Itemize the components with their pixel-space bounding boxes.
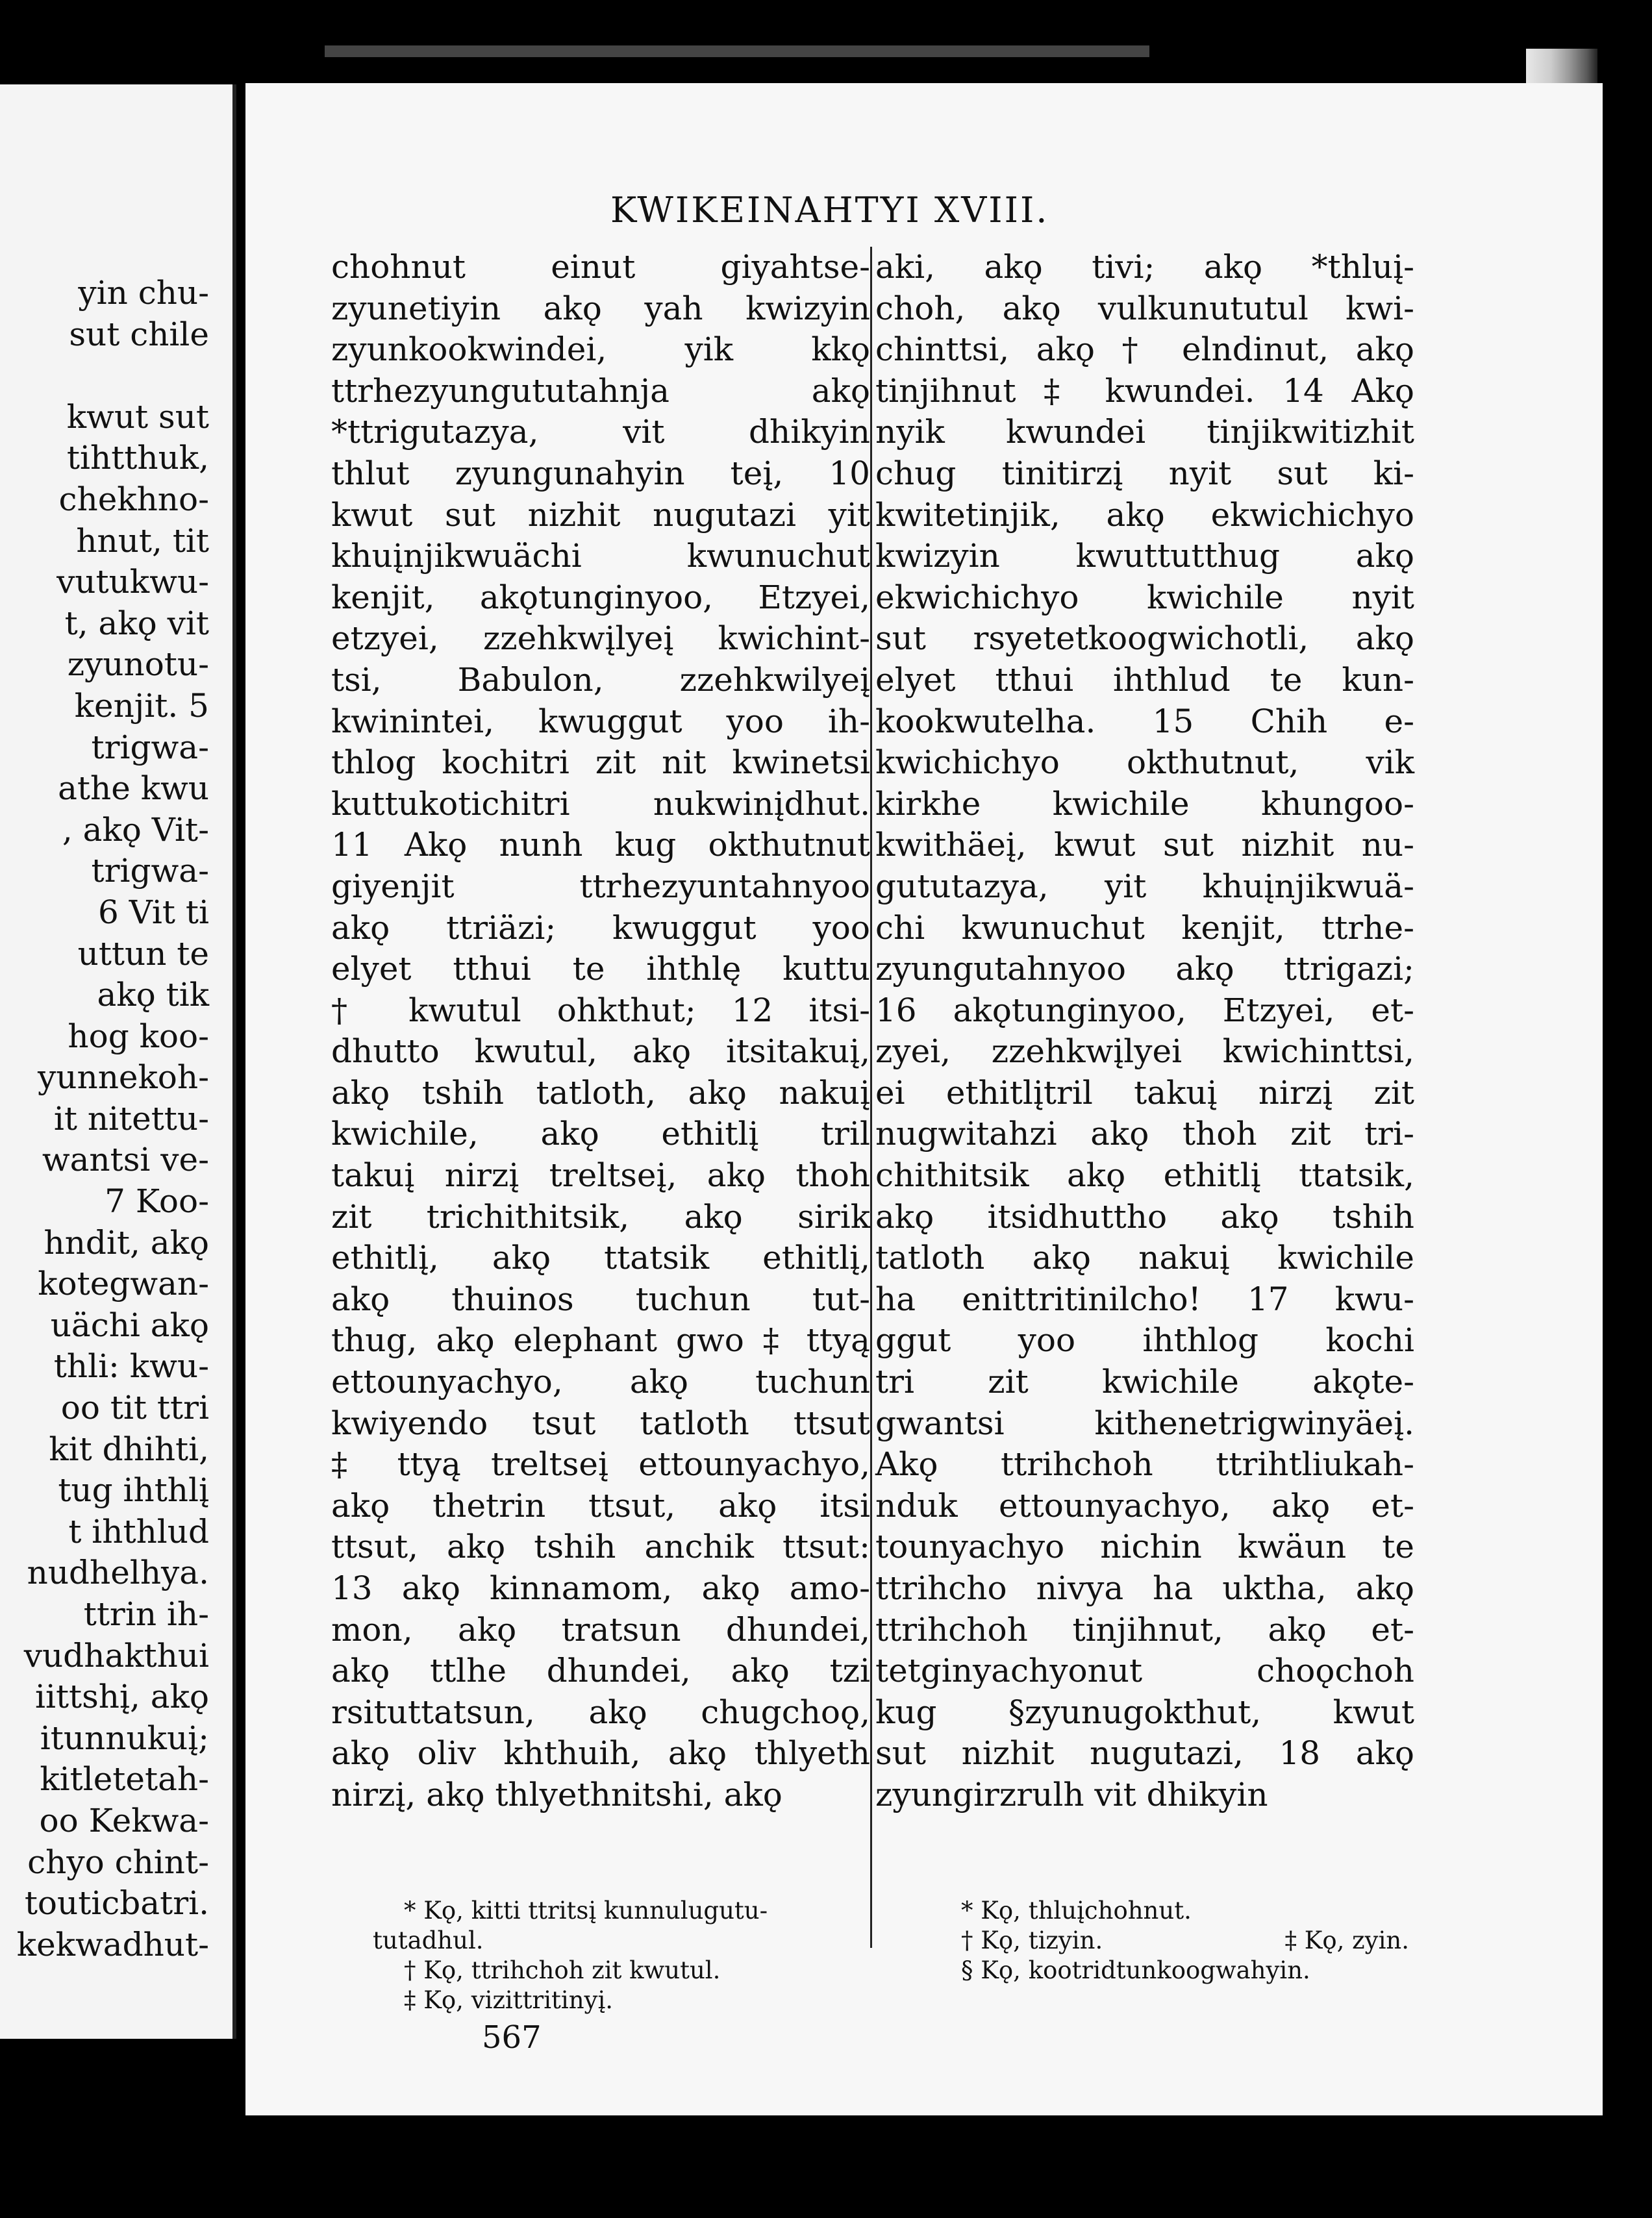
text-line: hndit, akǫ (44, 1223, 209, 1262)
text-line: yin chu- (78, 274, 209, 312)
text-line: nduk ettounyachyo, akǫ et- (875, 1486, 1414, 1525)
text-line: hog koo- (68, 1017, 209, 1055)
text-line: chinttsi, akǫ † elndinut, akǫ (875, 330, 1414, 369)
text-line: kenjit. 5 (74, 686, 209, 725)
running-head: KWIKEINAHTYI XVIII. (610, 190, 1049, 231)
text-line: iittshį, akǫ (34, 1678, 209, 1716)
text-line: ttrhezyungututahnja akǫ (331, 371, 870, 410)
footnote: * Kǫ, kitti ttritsį kunnulugutu- (404, 1897, 768, 1925)
text-line: elyet tthui ihthlud te kun- (875, 660, 1414, 699)
text-line: chug tinitirzį nyit sut ki- (875, 454, 1414, 492)
text-line: gwantsi kithenetrigwinyäeį. (875, 1404, 1414, 1442)
text-line: zit trichithitsik, akǫ sirik (331, 1197, 870, 1236)
text-line: † kwutul ohkthut; 12 itsi- (331, 991, 870, 1029)
text-line: tatloth akǫ nakuį kwichile (875, 1239, 1414, 1277)
text-line: *ttrigutazya, vit dhikyin (331, 413, 870, 451)
text-line: zyungutahnyoo akǫ ttrigazi; (875, 950, 1414, 988)
footnotes-left (373, 1896, 896, 2015)
text-line: trigwa- (91, 728, 209, 766)
text-line: vutukwu- (56, 563, 209, 601)
text-line: kwithäeį, kwut sut nizhit nu- (875, 826, 1414, 864)
text-line: sut chile (69, 315, 209, 353)
text-line: rsituttatsun, akǫ chugchoǫ, (331, 1693, 870, 1731)
footnote-continuation: tutadhul. (373, 1926, 484, 1954)
footnote: ‡ Kǫ, vizittritinyį. (404, 1986, 614, 2014)
facing-page (0, 84, 236, 2039)
text-line: tihtthuk, (66, 439, 209, 477)
footnote: † Kǫ, ttrihchoh zit kwutul. (404, 1956, 721, 1984)
text-line: ttsut, akǫ tshih anchik ttsut: (331, 1528, 870, 1566)
text-line: ettounyachyo, akǫ tuchun (331, 1363, 870, 1401)
text-line: ‡ ttyą treltseį ettounyachyo, (331, 1445, 870, 1484)
text-line: etzyei, zzehkwįlyeį kwichint- (331, 619, 870, 658)
text-line: takuį nirzį treltseį, akǫ thoh (331, 1156, 870, 1195)
text-line: tsi, Babulon, zzehkwilyeį (331, 660, 870, 699)
text-line: kwut sut nizhit nugutazi yit (331, 495, 870, 534)
text-line: giyenjit ttrhezyuntahnyoo (331, 867, 870, 905)
text-line: ttrihcho nivya ha uktha, akǫ (875, 1569, 1414, 1607)
text-line: ethitlį, akǫ ttatsik ethitlį, (331, 1239, 870, 1277)
text-line: kit dhihti, (49, 1430, 209, 1468)
text-line: kitletetah- (40, 1760, 209, 1799)
text-line: nudhelhya. (27, 1554, 209, 1592)
text-line: ekwichichyo kwichile nyit (875, 578, 1414, 616)
text-line: gututazya, yit khuįnjikwuä- (875, 867, 1414, 905)
text-line: nugwitahzi akǫ thoh zit tri- (875, 1115, 1414, 1153)
text-line: trigwa- (91, 852, 209, 890)
text-line: t ihthlud (68, 1512, 209, 1551)
text-line: uttun te (77, 934, 209, 973)
text-line: akǫ ttlhe dhundei, akǫ tzi (331, 1652, 870, 1690)
column-divider (870, 247, 872, 1935)
text-line: kenjit, akǫtunginyoo, Etzyei, (331, 578, 870, 616)
footnote: ‡ Kǫ, zyin. (1284, 1926, 1409, 1954)
text-line: chekhno- (58, 480, 209, 518)
footnote: * Kǫ, thluįchohnut. (961, 1897, 1192, 1925)
text-line: ttrihchoh tinjihnut, akǫ et- (875, 1610, 1414, 1649)
text-line: chohnut einut giyahtse- (331, 248, 870, 286)
text-line: nyik kwundei tinjikwitizhit (875, 413, 1414, 451)
text-line: athe kwu (58, 769, 209, 808)
text-line: it nitettu- (53, 1099, 209, 1138)
text-line: thli: kwu- (53, 1347, 209, 1386)
text-line: tetginyachyonut choǫchoh (875, 1652, 1414, 1690)
text-line: akǫ thetrin ttsut, akǫ itsi (331, 1486, 870, 1525)
text-line: ggut yoo ihthlog kochi (875, 1321, 1414, 1360)
text-line: aki, akǫ tivi; akǫ *thluį- (875, 248, 1414, 286)
text-line: nirzį, akǫ thlyethnitshi, akǫ (331, 1775, 782, 1813)
text-line (17, 355, 209, 397)
text-line: sut nizhit nugutazi, 18 akǫ (875, 1734, 1414, 1773)
text-line: akǫ tik (97, 976, 209, 1014)
text-line: akǫ ttriäzi; kwuggut yoo (331, 908, 870, 947)
text-line: uächi akǫ (50, 1306, 209, 1344)
text-line: kekwadhut- (16, 1925, 209, 1963)
text-column-left (331, 247, 870, 1816)
text-line: thlog kochitri zit nit kwinetsi (331, 743, 870, 782)
text-line: 7 Koo- (105, 1182, 209, 1221)
text-line: akǫ itsidhuttho akǫ tshih (875, 1197, 1414, 1236)
text-line: hnut, tit (76, 521, 209, 560)
text-line: t, akǫ vit (64, 604, 209, 642)
text-line: 13 akǫ kinnamom, akǫ amo- (331, 1569, 870, 1607)
text-line: wantsi ve- (42, 1141, 209, 1179)
text-line: sut rsyetetkoogwichotli, akǫ (875, 619, 1414, 658)
text-line: zyunotu- (67, 645, 209, 684)
text-line: tounyachyo nichin kwäun te (875, 1528, 1414, 1566)
text-line: kuttukotichitri nukwinįdhut. (331, 784, 870, 823)
page-top-edge (325, 45, 1149, 57)
text-line: akǫ thuinos tuchun tut- (331, 1280, 870, 1318)
text-line: kwitetinjik, akǫ ekwichichyo (875, 495, 1414, 534)
text-line: kirkhe kwichile khungoo- (875, 784, 1414, 823)
text-line: thlut zyungunahyin teį, 10 (331, 454, 870, 492)
text-line: elyet tthui te ihthlę kuttu (331, 950, 870, 988)
text-line: itunnukuį; (40, 1719, 209, 1757)
text-line: akǫ oliv khthuih, akǫ thlyeth (331, 1734, 870, 1773)
text-line: kwiyendo tsut tatloth ttsut (331, 1404, 870, 1442)
text-line: zyei, zzehkwįlyei kwichinttsi, (875, 1032, 1414, 1071)
footnotes-right (961, 1896, 1468, 1986)
footnote: † Kǫ, tizyin. (961, 1926, 1103, 1954)
text-line: thug, akǫ elephant gwo ‡ ttyą (331, 1321, 870, 1360)
text-line: kwichile, akǫ ethitlį tril (331, 1115, 870, 1153)
text-line: chi kwunuchut kenjit, ttrhe- (875, 908, 1414, 947)
text-line: ei ethitlįtril takuį nirzį zit (875, 1073, 1414, 1112)
text-line: Akǫ ttrihchoh ttrihtliukah- (875, 1445, 1414, 1484)
text-line: akǫ tshih tatloth, akǫ nakuį (331, 1073, 870, 1112)
text-line: kug §zyunugokthut, kwut (875, 1693, 1414, 1731)
text-line: touticbatri. (24, 1884, 209, 1923)
page-number: 567 (482, 2019, 542, 2056)
text-line: yunnekoh- (38, 1058, 209, 1097)
text-line: zyunkookwindei, yik kkǫ (331, 330, 870, 369)
text-line: kookwutelha. 15 Chih e- (875, 702, 1414, 740)
text-line: zyunetiyin akǫ yah kwizyin (331, 289, 870, 327)
text-line: khuįnjikwuächi kwunuchut (331, 537, 870, 575)
text-line: zyungirzrulh vit dhikyin (875, 1775, 1268, 1813)
text-line: dhutto kwutul, akǫ itsitakuį, (331, 1032, 870, 1071)
text-line: kwinintei, kwuggut yoo ih- (331, 702, 870, 740)
facing-page-text (17, 273, 209, 1965)
footnote: § Kǫ, kootridtunkoogwahyin. (961, 1956, 1310, 1984)
text-line: kwizyin kwuttutthug akǫ (875, 537, 1414, 575)
text-line: tri zit kwichile akǫte- (875, 1363, 1414, 1401)
text-line: kwut sut (66, 397, 209, 436)
text-line: , akǫ Vit- (62, 810, 209, 849)
text-line: tinjihnut ‡ kwundei. 14 Akǫ (875, 371, 1414, 410)
text-line: chyo chint- (27, 1843, 209, 1881)
text-line: mon, akǫ tratsun dhundei, (331, 1610, 870, 1649)
footnote-pair (961, 1926, 1409, 1956)
text-column-right (875, 247, 1414, 1816)
text-line: kwichichyo okthutnut, vik (875, 743, 1414, 782)
text-line: ha enittritinilcho! 17 kwu- (875, 1280, 1414, 1318)
text-line: tug ihthlį (58, 1471, 209, 1510)
text-line: ttrin ih- (83, 1595, 209, 1633)
text-line: kotegwan- (38, 1265, 209, 1303)
text-line: chithitsik akǫ ethitlį ttatsik, (875, 1156, 1414, 1195)
text-line: vudhakthui (23, 1636, 209, 1675)
text-line: 6 Vit ti (98, 893, 209, 931)
text-line: oo Kekwa- (39, 1801, 209, 1839)
text-line: choh, akǫ vulkunututul kwi- (875, 289, 1414, 327)
text-line: oo tit ttri (60, 1389, 209, 1427)
text-line: 16 akǫtunginyoo, Etzyei, et- (875, 991, 1414, 1029)
text-line: 11 Akǫ nunh kug okthutnut (331, 826, 870, 864)
